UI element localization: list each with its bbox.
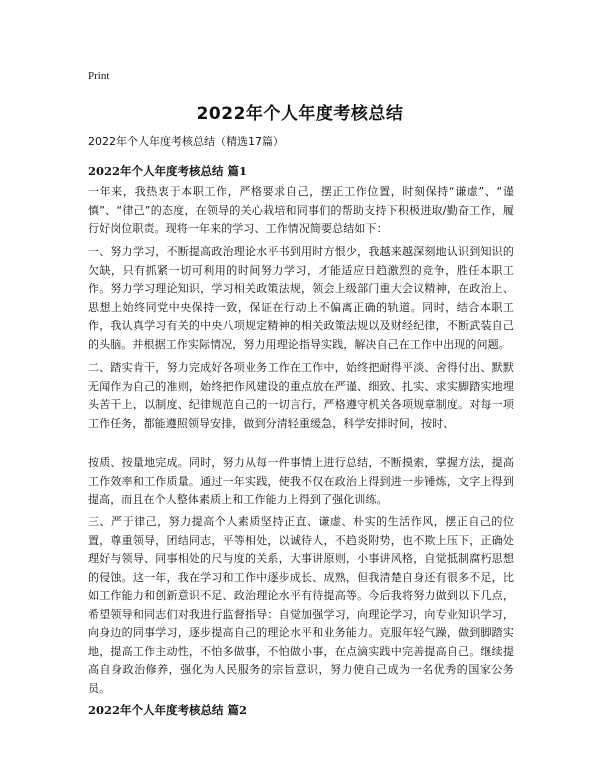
paragraph-intro: 一年来，我热衷于本职工作，严格要求自己，摆正工作位置，时刻保持“谦虚”、“谨慎”、“律己”的态度，在领导的关心栽培和同事们的帮助支持下积极进取/勤奋工作，履行好岗位职责。现将一年来的学习、工作情况简要总结如下： [88, 185, 514, 235]
paragraph-discipline: 三、严于律己，努力提高个人素质坚持正直、谦虚、朴实的生活作风，摆正自己的位置，尊重领导，团结同志，平等相处，以诚待人，不趋炎附势，也不欺上压下，正确处理好与领导、同事相处的尺与度的关系，大事讲原则，小事讲风格，自觉抵制腐朽思想的侵蚀。这一年，我在学习和工作中逐步成长、成熟，但我清楚自身还有很多不足，比如工作能力和创新意识不足、政治理论水平有待提高等。今后我将努力做到以下几点，希望领导和同志们对我进行监督指导：自觉加强学习，向理论学习，向专业知识学习，向身边的同事学习，逐步提高自己的理论水平和业务能力。克服年轻气躁，做到脚踏实地，提高工作主动性，不怕多做事，不怕做小事，在点滴实践中完善提高自己。继续提高自身政治修养，强化为人民服务的宗旨意识，努力使自己成为一名优秀的国家公务员。 [88, 515, 514, 695]
section-heading-1: 2022年个人年度考核总结 篇1 [88, 164, 248, 178]
print-link[interactable]: Print [88, 70, 110, 82]
paragraph-work: 二、踏实肯干，努力完成好各项业务工作在工作中，始终把耐得平淡、舍得付出、默默无闻作为自己的准则，始终把作风建设的重点放在严谨、细致、扎实、求实脚踏实地埋头苦干上，以制度、纪律规范自己的一切言行，严格遵守机关各项规章制度。对每一项工作任务，都能遵照领导安排，做到分清轻重缓急，科学安排时间，按时、 [88, 361, 514, 430]
paragraph-work-continued: 按质、按量地完成。同时，努力从每一件事情上进行总结，不断摸索，掌握方法，提高工作效率和工作质量。通过一年实践，使我不仅在政治上得到进一步锤炼，文字上得到提高，而且在个人整体素质上和工作能力上得到了强化训练。 [88, 456, 514, 506]
paragraph-study: 一、努力学习，不断提高政治理论水平书到用时方恨少，我越来越深刻地认识到知识的欠缺，只有抓紧一切可利用的时间努力学习，才能适应日趋激烈的竞争，胜任本职工作。努力学习理论知识，学习相关政策法规，领会上级部门重大会议精神，在政治上、思想上始终同党中央保持一致，保证在行动上不偏离正确的轨道。同时，结合本职工作，我认真学习有关的中央八项规定精神的相关政策法规以及财经纪律，不断武装自己的头脑。并根据工作实际情况，努力用理论指导实践，解决自己在工作中出现的问题。 [88, 245, 514, 351]
section-heading-2: 2022年个人年度考核总结 篇2 [88, 703, 248, 717]
document-title: 2022年个人年度考核总结 [196, 104, 404, 124]
document-subtitle: 2022年个人年度考核总结（精选17篇） [88, 135, 284, 148]
